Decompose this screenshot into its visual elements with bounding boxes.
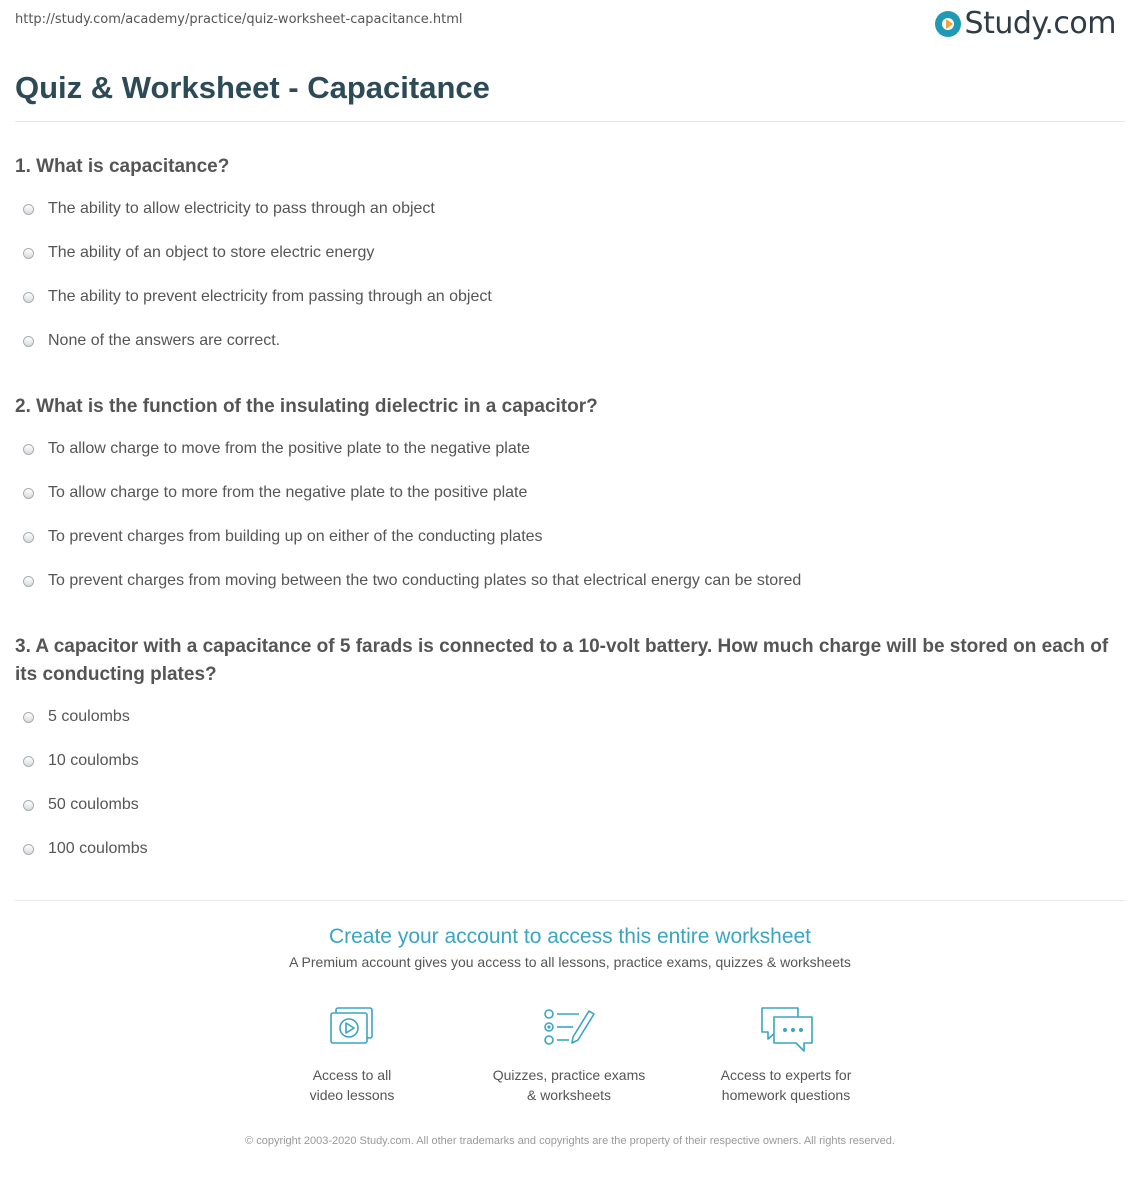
answer-label: The ability to allow electricity to pass through an object [48,200,435,217]
question-text: 1. What is capacitance? [15,156,230,177]
copyright-text: © copyright 2003-2020 Study.com. All other trademarks and copyrights are the property of their respective owners. All rights reserved. [245,1135,895,1147]
chat-bubbles-icon [756,1005,816,1055]
radio-button-icon[interactable] [23,712,34,723]
answer-options [15,695,1127,871]
answer-options [15,427,1127,603]
answer-option[interactable] [15,559,1127,603]
answer-options [15,187,1127,363]
feature-experts [686,1005,886,1105]
question-text: 2. What is the function of the insulating dielectric in a capacitor? [15,396,598,417]
radio-button-icon[interactable] [23,204,34,215]
answer-label: The ability of an object to store electric energy [48,244,375,261]
answer-label: To allow charge to move from the positive plate to the negative plate [48,440,531,457]
page-title: Quiz & Worksheet - Capacitance [15,70,490,105]
answer-option[interactable] [15,427,1127,471]
brand-name: Study.com [964,6,1116,41]
radio-button-icon[interactable] [23,336,34,347]
page-url: http://study.com/academy/practice/quiz-worksheet-capacitance.html [15,12,463,27]
radio-button-icon[interactable] [23,756,34,767]
question-1 [15,153,1127,363]
answer-option[interactable] [15,515,1127,559]
title-divider [15,121,1125,122]
cta-title-link[interactable]: Create your account to access this entire worksheet [328,925,812,948]
answer-option[interactable] [15,695,1127,739]
answer-label: 10 coulombs [48,752,139,769]
answer-label: 50 coulombs [48,796,139,813]
answer-option[interactable] [15,187,1127,231]
feature-label: Quizzes, practice exams & worksheets [492,1067,646,1103]
radio-button-icon[interactable] [23,532,34,543]
cta-subtitle: A Premium account gives you access to all lessons, practice exams, quizzes & worksheets [289,954,851,970]
answer-label: The ability to prevent electricity from passing through an object [48,288,492,305]
feature-video-lessons [252,1005,452,1105]
feature-label: Access to all video lessons [309,1067,395,1103]
answer-option[interactable] [15,319,1127,363]
radio-button-icon[interactable] [23,444,34,455]
radio-button-icon[interactable] [23,248,34,259]
signup-cta [0,922,1140,970]
feature-label: Access to experts for homework questions [720,1067,852,1103]
answer-option[interactable] [15,471,1127,515]
answer-label: To allow charge to more from the negative plate to the positive plate [48,484,528,501]
radio-button-icon[interactable] [23,844,34,855]
answer-option[interactable] [15,739,1127,783]
answer-label: To prevent charges from building up on either of the conducting plates [48,528,543,545]
answer-label: None of the answers are correct. [48,332,281,349]
answer-label: To prevent charges from moving between the two conducting plates so that electrical energy can be stored [48,572,802,589]
answer-label: 5 coulombs [48,708,130,725]
answer-option[interactable] [15,275,1127,319]
cta-divider [15,900,1125,901]
radio-button-icon[interactable] [23,800,34,811]
answer-option[interactable] [15,783,1127,827]
brand-logo[interactable] [935,6,1116,41]
radio-button-icon[interactable] [23,576,34,587]
answer-label: 100 coulombs [48,840,148,857]
question-3 [15,633,1127,871]
radio-button-icon[interactable] [23,292,34,303]
question-2 [15,393,1127,603]
feature-quizzes [469,1005,669,1105]
video-lessons-icon [322,1005,382,1055]
answer-option[interactable] [15,231,1127,275]
top-bar [0,0,1140,50]
answer-option[interactable] [15,827,1127,871]
quiz-checklist-icon [539,1005,599,1055]
play-circle-logo-icon [935,11,961,37]
radio-button-icon[interactable] [23,488,34,499]
question-text: 3. A capacitor with a capacitance of 5 farads is connected to a 10-volt battery. How much charge will be stored on each of its conducting plates? [15,636,1109,685]
